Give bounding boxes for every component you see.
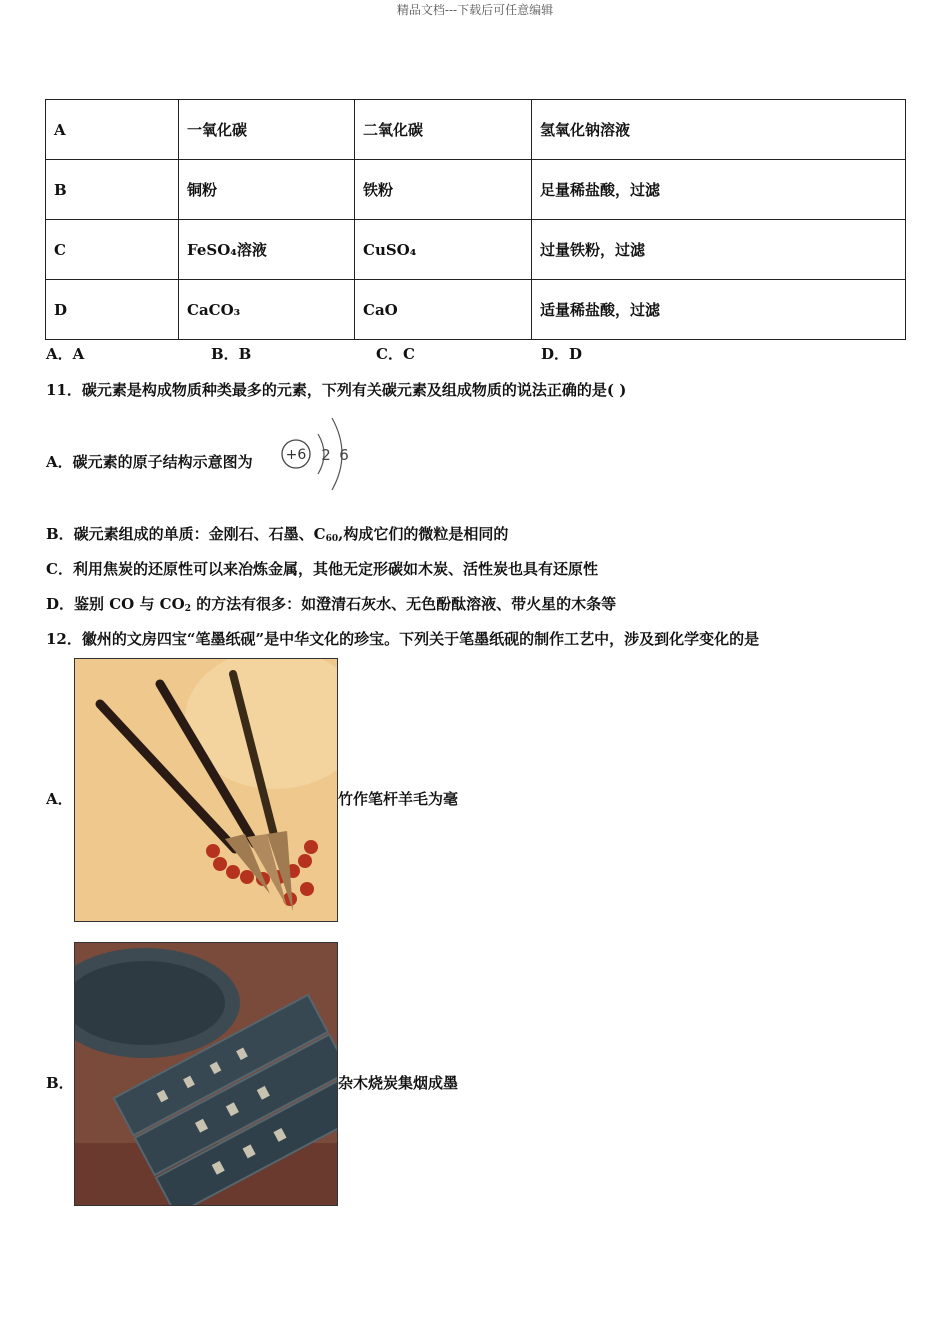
shell1-electrons: 2: [321, 446, 331, 464]
q12-option-a-label: A．: [46, 790, 73, 808]
table-cell: 二氧化碳: [355, 100, 532, 160]
q12-option-b-text: 杂木烧炭集烟成墨: [338, 1074, 459, 1092]
table-cell: D: [46, 280, 179, 340]
table-cell: CaO: [355, 280, 532, 340]
nucleus-label: +6: [285, 447, 307, 463]
table-cell: A: [46, 100, 179, 160]
table-row: [46, 280, 906, 340]
table-cell: 铜粉: [179, 160, 355, 220]
table-cell: C: [46, 220, 179, 280]
brushes-photo: [74, 658, 338, 922]
table-cell: 铁粉: [355, 160, 532, 220]
q12-option-b-label: B．: [46, 1074, 74, 1092]
carbon-atom-diagram-icon: [280, 410, 360, 498]
q11-option-b: B．碳元素组成的单质：金刚石、石墨、$C_{60}$,构成它们的微粒是相同的: [46, 525, 509, 544]
table-cell: CuSO₄: [355, 220, 532, 280]
q11-option-d: D．鉴别 CO 与 $CO_2$ 的方法有很多：如澄清石灰水、无色酚酞溶液、带火星的木条等: [46, 595, 617, 614]
options-table: [45, 99, 906, 340]
table-cell: FeSO₄溶液: [179, 220, 355, 280]
page-header: 精品文档---下载后可任意编辑: [396, 3, 554, 17]
shell2-electrons: 6: [339, 446, 349, 464]
table-cell: B: [46, 160, 179, 220]
choice-d: D．D: [541, 345, 583, 363]
q11-option-c: C．利用焦炭的还原性可以来冶炼金属，其他无定形碳如木炭、活性炭也具有还原性: [46, 560, 598, 578]
choice-a: A．A: [46, 345, 85, 363]
q12-stem: 12．徽州的文房四宝“笔墨纸砚”是中华文化的珍宝。下列关于笔墨纸砚的制作工艺中，涉及到化学变化的是: [46, 630, 760, 648]
q12-option-a-text: 竹作笔杆羊毛为毫: [338, 790, 459, 808]
table-cell: 足量稀盐酸，过滤: [532, 160, 906, 220]
table-row: [46, 160, 906, 220]
table-cell: CaCO₃: [179, 280, 355, 340]
table-cell: 氢氧化钠溶液: [532, 100, 906, 160]
table-row: [46, 100, 906, 160]
table-row: [46, 220, 906, 280]
ink-sticks-photo: [74, 942, 338, 1206]
table-cell: 适量稀盐酸，过滤: [532, 280, 906, 340]
table-cell: 过量铁粉，过滤: [532, 220, 906, 280]
q10-choices: [46, 343, 706, 364]
choice-b: B．B: [211, 345, 252, 363]
q11-option-a: A．碳元素的原子结构示意图为: [46, 453, 253, 471]
choice-c: C．C: [376, 345, 415, 363]
q11-stem: 11．碳元素是构成物质种类最多的元素，下列有关碳元素及组成物质的说法正确的是( ): [46, 381, 627, 399]
table-cell: 一氧化碳: [179, 100, 355, 160]
